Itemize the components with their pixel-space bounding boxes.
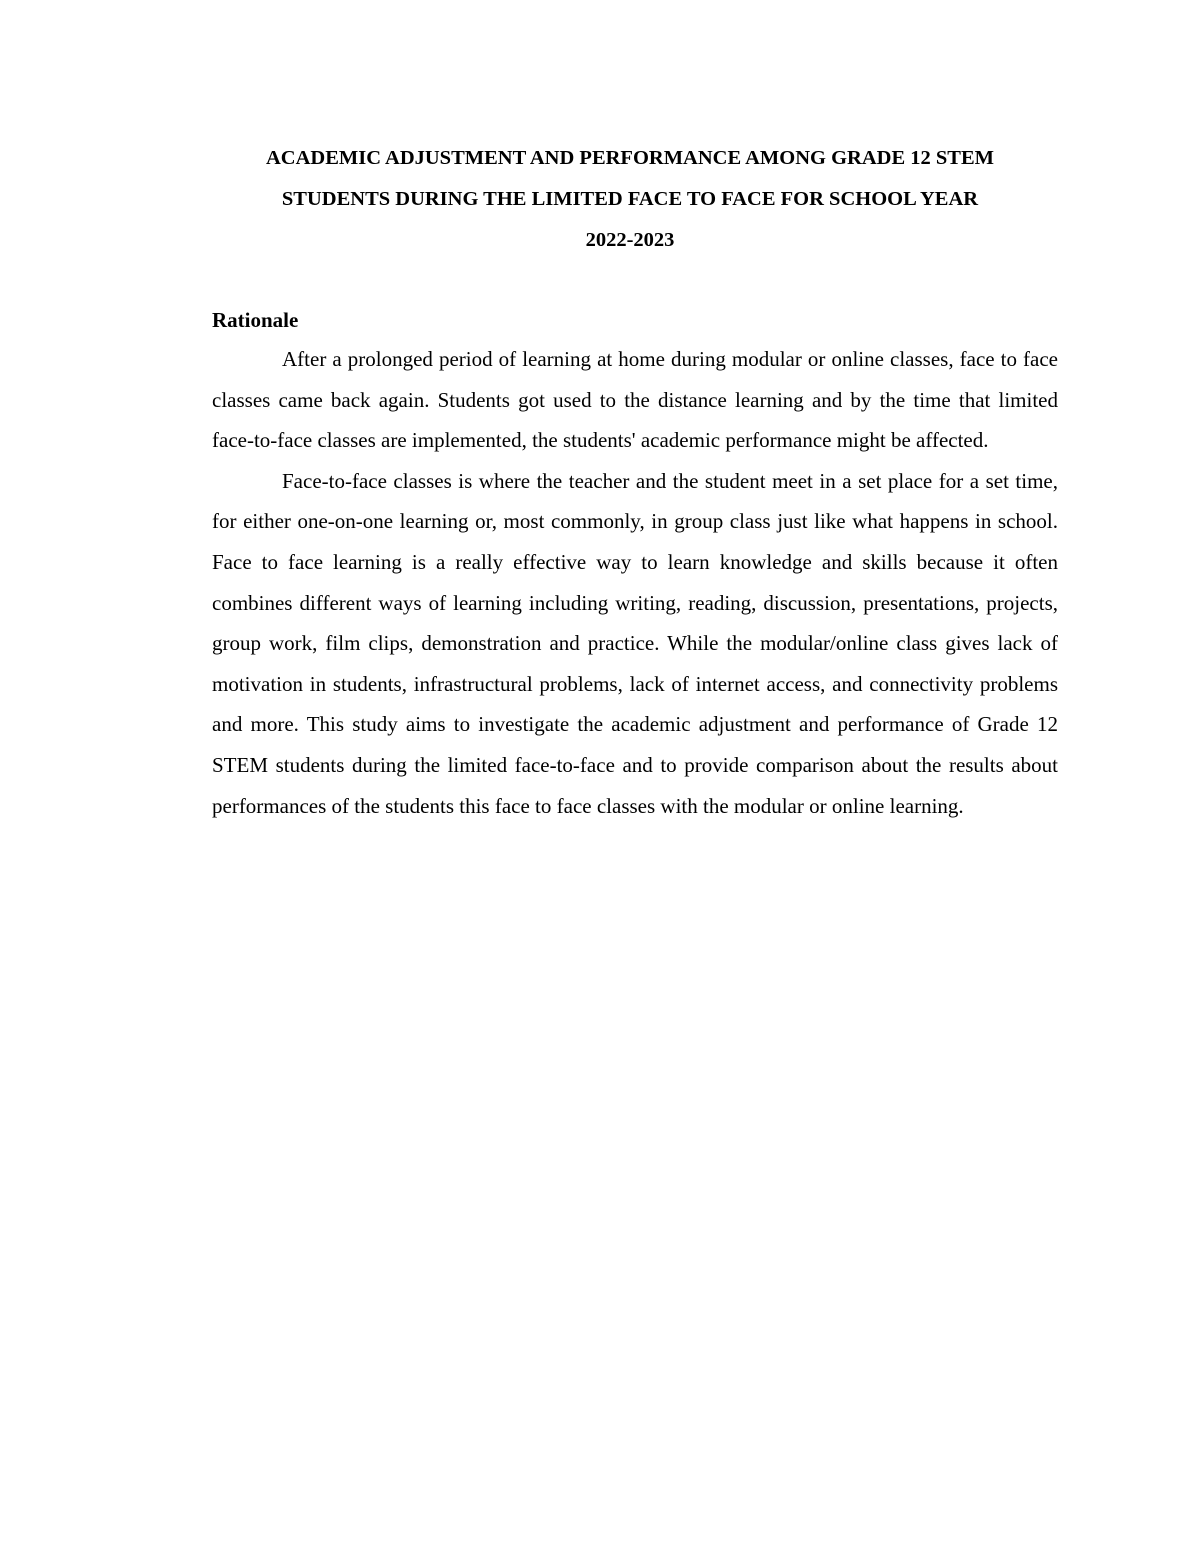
paragraph-1: After a prolonged period of learning at home during modular or online classes, face to face classes came back again. Students got used to the distance learning and by the time that limited face-to-face classes are implemented, the students' academic performance might be affected. [212, 347, 1058, 453]
rationale-body [212, 339, 1058, 826]
paragraph-2: Face-to-face classes is where the teacher and the student meet in a set place for a set time, for either one-on-one learning or, most commonly, in group class just like what happens in school. Face to face learning is a really effective way to learn knowledge and skills because it often combines different ways of learning including writing, reading, discussion, presentations, projects, group work, film clips, demonstration and practice. While the modular/online class gives lack of motivation in students, infrastructural problems, lack of internet access, and connectivity problems and more. This study aims to investigate the academic adjustment and performance of Grade 12 STEM students during the limited face-to-face and to provide comparison about the results about performances of the students this face to face classes with the modular or online learning. [212, 468, 1058, 818]
title-line-3: 2022-2023 [585, 229, 675, 251]
title-line-2: STUDENTS DURING THE LIMITED FACE TO FACE FOR SCHOOL YEAR [281, 188, 979, 210]
document-title [200, 138, 1060, 261]
title-line-1: ACADEMIC ADJUSTMENT AND PERFORMANCE AMONG GRADE 12 STEM [266, 147, 994, 169]
section-heading-rationale: Rationale [212, 308, 299, 332]
